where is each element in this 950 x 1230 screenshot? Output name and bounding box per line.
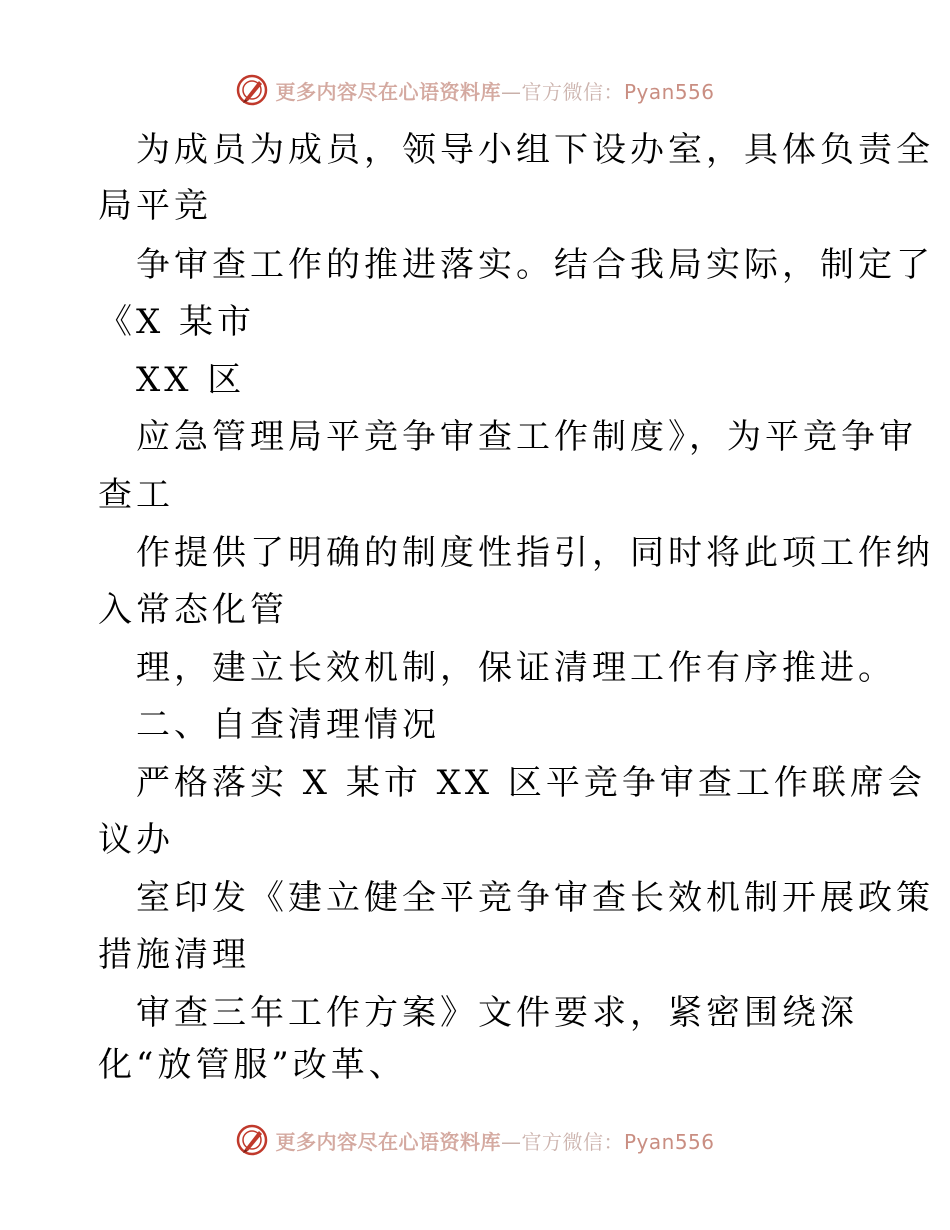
text-line: 为成员为成员，领导小组下设办室，具体负责全 [136, 130, 934, 170]
text-line: XX 区 [136, 360, 246, 400]
pen-nib-logo-icon [235, 1123, 269, 1157]
text-line: 化“放管服”改革、 [98, 1045, 407, 1085]
text-line: 《X 某市 [98, 302, 256, 342]
text-line: 严格落实 X 某市 XX 区平竞争审查工作联席会 [136, 763, 926, 803]
watermark-dash: — [500, 79, 522, 104]
watermark-wechat-label: 官方微信： [521, 79, 624, 104]
text-line: 作提供了明确的制度性指引，同时将此项工作纳 [136, 533, 934, 573]
header-watermark [0, 70, 950, 110]
text-line: 局平竞 [98, 186, 212, 226]
text-line: 议办 [98, 820, 174, 860]
text-line: 查工 [98, 475, 174, 515]
watermark-text [275, 1126, 714, 1155]
watermark-main: 更多内容尽在心语资料库 [275, 79, 501, 104]
text-line: 审查三年工作方案》文件要求，紧密围绕深 [136, 993, 858, 1033]
text-line: 争审查工作的推进落实。结合我局实际，制定了 [136, 245, 934, 285]
watermark-dash: — [500, 1129, 522, 1154]
text-line: 入常态化管 [98, 590, 288, 630]
text-line: 理，建立长效机制，保证清理工作有序推进。 [136, 648, 896, 688]
watermark-account: Pyan556 [623, 1129, 715, 1154]
footer-watermark [0, 1120, 950, 1160]
watermark-main: 更多内容尽在心语资料库 [275, 1129, 501, 1154]
watermark-account: Pyan556 [623, 79, 715, 104]
section-heading: 二、自查清理情况 [136, 705, 440, 745]
watermark-wechat-label: 官方微信： [521, 1129, 624, 1154]
text-line: 应急管理局平竞争审查工作制度》，为平竞争审 [136, 417, 917, 457]
watermark-text [275, 76, 714, 105]
pen-nib-logo-icon [235, 73, 269, 107]
text-line: 措施清理 [98, 935, 250, 975]
text-line: 室印发《建立健全平竞争审查长效机制开展政策 [136, 878, 934, 918]
